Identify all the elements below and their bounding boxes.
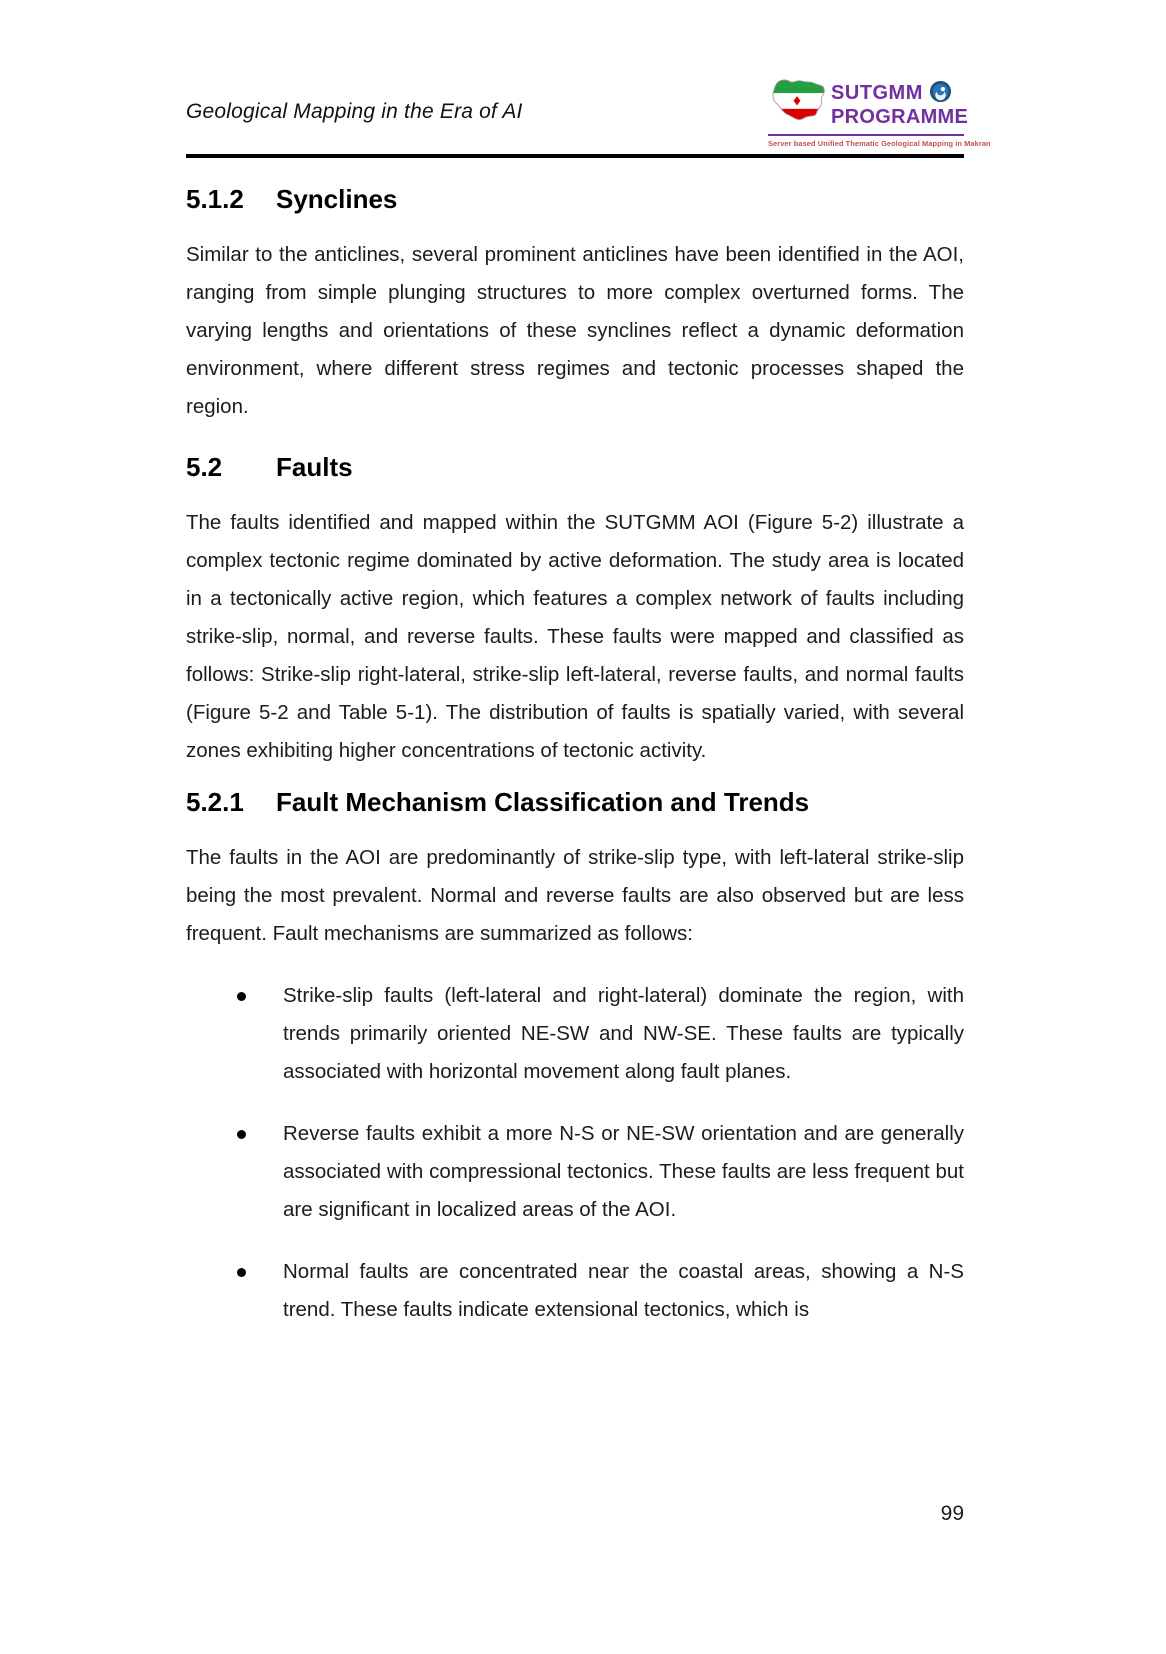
bullet-dot-icon (237, 1268, 246, 1277)
logo-name-line2: PROGRAMME (831, 105, 969, 128)
section-number: 5.2.1 (186, 787, 244, 817)
bullet-text: Reverse faults exhibit a more N-S or NE-SW orientation and are generally associated with compressional tectonics. These faults are less frequent but are significant in localized areas of the AOI. (283, 1122, 964, 1221)
section-heading-synclines (186, 184, 964, 215)
bullet-text: Normal faults are concentrated near the coastal areas, showing a N-S trend. These faults indicate extensional tectonics, which is (283, 1260, 964, 1321)
section-number: 5.1.2 (186, 184, 244, 214)
logo-name-line1: SUTGMM (831, 82, 923, 105)
bullet-dot-icon (237, 992, 246, 1001)
page-number: 99 (940, 1502, 964, 1525)
logo-underline (768, 134, 964, 136)
section-number: 5.2 (186, 452, 223, 482)
bullet-item-normal-faults (186, 1253, 964, 1329)
page-content (186, 0, 991, 1329)
bullet-item-strike-slip (186, 977, 964, 1091)
section-paragraph-faults: The faults identified and mapped within the SUTGMM AOI (Figure 5-2) illustrate a complex tectonic regime dominated by active deformation. The study area is located in a tectonically active region, which features a complex network of faults including strike-slip, normal, and reverse faults. These faults were mapped and classified as follows: Strike-slip right-lateral, strike-slip left-lateral, reverse faults, and normal faults (Figure 5-2 and Table 5-1). The distribution of faults is spatially varied, with several zones exhibiting higher concentrations of tectonic activity. (186, 511, 964, 762)
section-heading-faults (186, 452, 964, 483)
bullet-dot-icon (237, 1130, 246, 1139)
section-title: Faults (276, 452, 353, 482)
bullet-text: Strike-slip faults (left-lateral and right-lateral) dominate the region, with trends primarily oriented NE-SW and NW-SE. These faults are typically associated with horizontal movement along fault planes. (283, 984, 964, 1083)
sutgmm-logo (768, 76, 991, 148)
fault-mechanism-bullet-list (186, 977, 964, 1329)
gsi-seal-icon (929, 80, 952, 107)
page-header (186, 0, 991, 154)
section-paragraph-synclines: Similar to the anticlines, several prominent anticlines have been identified in the AOI, ranging from simple plunging structures to more complex overturned forms. The varying lengths and orientations of these synclines reflect a dynamic deformation environment, where different stress regimes and tectonic processes shaped the region. (186, 243, 964, 418)
bullet-item-reverse-faults (186, 1115, 964, 1229)
iran-map-flag-icon (768, 76, 826, 131)
section-title: Synclines (276, 184, 398, 214)
section-title: Fault Mechanism Classification and Trends (276, 787, 810, 817)
logo-tagline: Server based Unified Thematic Geological Mapping in Makran (768, 139, 991, 148)
section-paragraph-fault-mechanism: The faults in the AOI are predominantly of strike-slip type, with left-lateral strike-slip being the most prevalent. Normal and reverse faults are also observed but are less frequent. Fault mechanisms are summarized as follows: (186, 846, 964, 945)
section-heading-fault-mechanism (186, 787, 964, 818)
document-title: Geological Mapping in the Era of AI (186, 100, 523, 123)
header-divider (186, 154, 964, 158)
